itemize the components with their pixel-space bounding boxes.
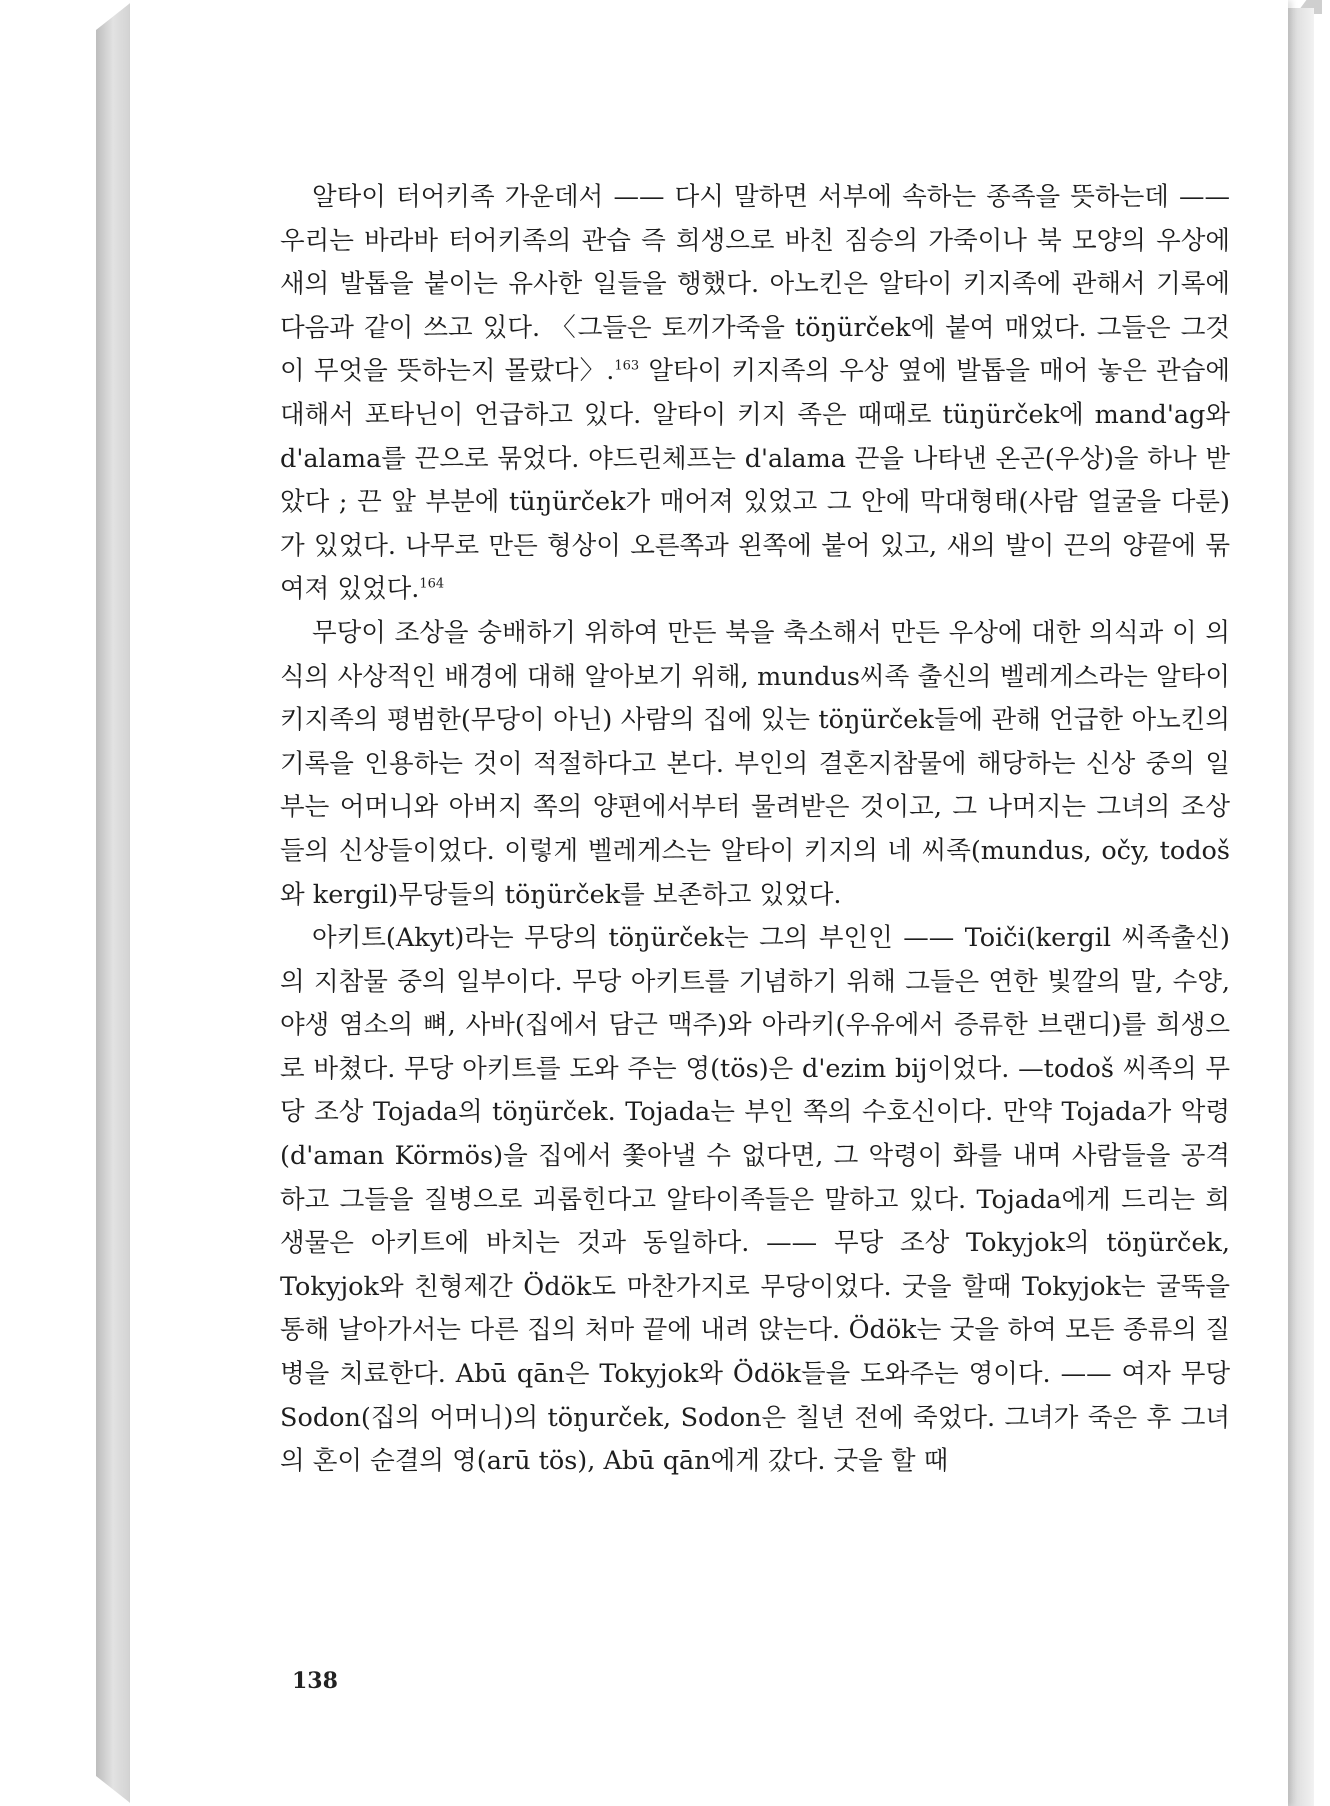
footnote-ref-164[interactable]: 164 xyxy=(419,576,445,592)
paragraph-2: 무당이 조상을 숭배하기 위하여 만든 북을 축소해서 만든 우상에 대한 의식과 이 의식의 사상적인 배경에 대해 알아보기 위해, mundus씨족 출신의 벨레게스라는 알타이 키지족의 평범한(무당이 아닌) 사람의 집에 있는 töŋürček들에 관해 언급한 아노킨의 기록을 인용하는 것이 적절하다고 본다. 부인의 결혼지참물에 해당하는 신상 중의 일부는 어머니와 아버지 쪽의 양편에서부터 물려받은 것이고, 그 나머지는 그녀의 조상들의 신상들이었다. 이렇게 벨레게스는 알타이 키지의 네 씨족(mundus, očy, todoš와 kergil)무당들의 töŋürček를 보존하고 있었다. xyxy=(280,617,1230,910)
paragraph-3: 아키트(Akyt)라는 무당의 töŋürček는 그의 부인인 —— Toiči(kergil 씨족출신)의 지참물 중의 일부이다. 무당 아키트를 기념하기 위해 그들은 연한 빛깔의 말, 수양, 야생 염소의 뼈, 사바(집에서 담근 맥주)와 아라키(우유에서 증류한 브랜디)를 희생으로 바쳤다. 무당 아키트를 도와 주는 영(tös)은 d'ezim bij이었다. —todoš 씨족의 무당 조상 Tojada의 töŋürček. Tojada는 부인 쪽의 수호신이다. 만약 Tojada가 악령(d'aman Körmös)을 집에서 쫓아낼 수 없다면, 그 악령이 화를 내며 사람들을 공격하고 그들을 질병으로 괴롭힌다고 알타이족들은 말하고 있다. Tojada에게 드리는 희생물은 아키트에 바치는 것과 동일하다. —— 무당 조상 Tokyjok의 töŋürček, Tokyjok와 친형제간 Ödök도 마찬가지로 무당이었다. 굿을 할때 Tokyjok는 굴뚝을 통해 날아가서는 다른 집의 처마 끝에 내려 앉는다. Ödök는 굿을 하여 모든 종류의 질병을 치료한다. Abū qān은 Tokyjok와 Ödök들을 도와주는 영이다. —— 여자 무당 Sodon(집의 어머니)의 töŋurček, Sodon은 칠년 전에 죽었다. 그녀가 죽은 후 그녀의 혼이 순결의 영(arū tös), Abū qān에게 갔다. 굿을 할 때 xyxy=(280,923,1230,1477)
paragraph-1-text: 알타이 터어키족 가운데서 —— 다시 말하면 서부에 속하는 종족을 뜻하는데 —— 우리는 바라바 터어키족의 관습 즉 희생으로 바친 짐승의 가죽이나 북 모양의 우상에 새의 발톱을 붙이는 유사한 일들을 행했다. 아노킨은 알타이 키지족에 관해서 기록에 다음과 같이 쓰고 있다. 〈그들은 토끼가죽을 töŋürček에 붙여 매었다. 그들은 그것이 무엇을 뜻하는지 몰랐다〉. xyxy=(280,182,1230,387)
paragraph-1-text-cont: 알타이 키지족의 우상 옆에 발톱을 매어 놓은 관습에 대해서 포타닌이 언급하고 있다. 알타이 키지 족은 때때로 tüŋürček에 mand'ag와 d'alama를 끈으로 묶었다. 야드린체프는 d'alama 끈을 나타낸 온곤(우상)을 하나 받았다 ; 끈 앞 부분에 tüŋürček가 매어져 있었고 그 안에 막대형태(사람 얼굴을 다룬)가 있었다. 나무로 만든 형상이 오른쪽과 왼쪽에 붙어 있고, 새의 발이 끈의 양끝에 묶여져 있었다. xyxy=(280,356,1230,605)
page-number: 138 xyxy=(292,1668,338,1694)
page-stack-edge xyxy=(1288,8,1314,1806)
footnote-ref-163[interactable]: 163 xyxy=(614,358,640,374)
page-body-text xyxy=(280,176,1230,1484)
paragraph-1 xyxy=(280,176,1230,612)
book-spine xyxy=(96,0,134,1806)
